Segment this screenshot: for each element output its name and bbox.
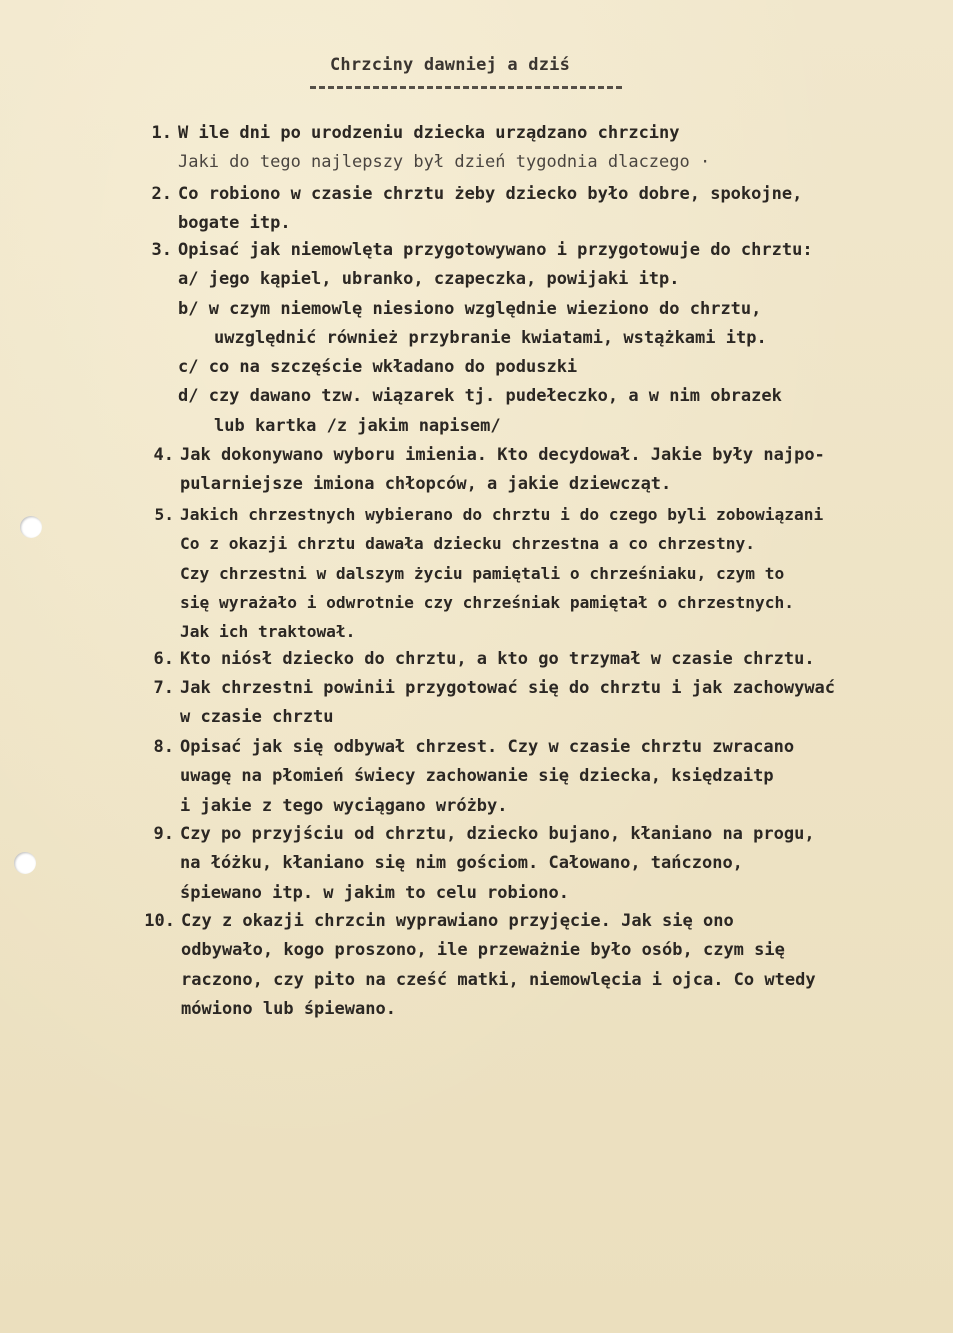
punch-hole bbox=[14, 852, 36, 874]
question-number: 7. bbox=[153, 678, 174, 698]
question-line: się wyrażało i odwrotnie czy chrześniak pamiętał o chrzestnych. bbox=[180, 592, 794, 612]
question-line: pularniejsze imiona chłopców, a jakie dziewcząt. bbox=[180, 474, 672, 495]
document-title: Chrzciny dawniej a dziś bbox=[330, 55, 571, 75]
question-1 bbox=[151, 119, 711, 178]
question-line: mówiono lub śpiewano. bbox=[181, 998, 396, 1019]
question-line: raczono, czy pito na cześć matki, niemowlęcia i ojca. Co wtedy bbox=[181, 969, 816, 990]
question-line: Kto niósł dziecko do chrztu, a kto go trzymał w czasie chrztu. bbox=[180, 649, 815, 669]
question-2 bbox=[151, 180, 803, 239]
question-line: i jakie z tego wyciągano wróżby. bbox=[180, 795, 508, 816]
question-4 bbox=[153, 441, 825, 500]
question-line: Co z okazji chrztu dawała dziecku chrzestna a co chrzestny. bbox=[180, 534, 755, 554]
question-line: bogate itp. bbox=[178, 213, 291, 234]
question-number: 5. bbox=[154, 505, 174, 524]
question-line: uwagę na płomień świecy zachowanie się dziecka, księdzaitp bbox=[180, 766, 774, 787]
question-number: 10. bbox=[144, 911, 175, 931]
question-9 bbox=[153, 820, 815, 908]
question-number: 6. bbox=[153, 649, 174, 669]
title-underline bbox=[310, 86, 622, 89]
question-8 bbox=[153, 733, 795, 821]
question-number: 4. bbox=[153, 445, 174, 465]
question-line: na łóżku, kłaniano się nim gościom. Całowano, tańczono, bbox=[180, 853, 743, 874]
question-line: uwzględnić również przybranie kwiatami, wstążkami itp. bbox=[214, 327, 767, 348]
question-3 bbox=[151, 236, 813, 441]
question-line: Jak chrzestni powinii przygotować się do chrztu i jak zachowywać bbox=[180, 678, 836, 698]
question-number: 8. bbox=[153, 737, 174, 757]
question-number: 1. bbox=[151, 123, 172, 143]
question-line: Opisać jak się odbywał chrzest. Czy w czasie chrztu zwracano bbox=[180, 737, 795, 757]
question-number: 9. bbox=[153, 824, 174, 844]
question-line: c/ co na szczęście wkładano do poduszki bbox=[178, 357, 578, 378]
question-10 bbox=[144, 907, 816, 1024]
question-line: odbywało, kogo proszono, ile przeważnie było osób, czym się bbox=[181, 940, 785, 961]
question-line: W ile dni po urodzeniu dziecka urządzano chrzciny bbox=[178, 123, 680, 143]
question-line: Jak dokonywano wyboru imienia. Kto decydował. Jakie były najpo- bbox=[180, 445, 825, 465]
question-7 bbox=[153, 674, 836, 733]
question-line: Czy po przyjściu od chrztu, dziecko bujano, kłaniano na progu, bbox=[180, 824, 815, 844]
question-number: 2. bbox=[151, 184, 172, 204]
question-line: Jaki do tego najlepszy był dzień tygodnia dlaczego · bbox=[178, 152, 711, 173]
question-line: Co robiono w czasie chrztu żeby dziecko było dobre, spokojne, bbox=[178, 184, 803, 204]
question-line: d/ czy dawano tzw. wiązarek tj. pudełeczko, a w nim obrazek bbox=[178, 386, 782, 407]
question-line: Czy z okazji chrzcin wyprawiano przyjęcie. Jak się ono bbox=[181, 911, 734, 931]
question-line: Opisać jak niemowlęta przygotowywano i przygotowuje do chrztu: bbox=[178, 240, 813, 260]
question-line: lub kartka /z jakim napisem/ bbox=[214, 415, 501, 436]
question-line: a/ jego kąpiel, ubranko, czapeczka, powijaki itp. bbox=[178, 269, 680, 290]
question-line: w czasie chrztu bbox=[180, 707, 334, 728]
question-line: Jak ich traktował. bbox=[180, 622, 356, 642]
question-number: 3. bbox=[151, 240, 172, 260]
question-line: śpiewano itp. w jakim to celu robiono. bbox=[180, 882, 569, 903]
punch-hole bbox=[20, 516, 42, 538]
question-5 bbox=[154, 500, 824, 646]
question-line: b/ w czym niemowlę niesiono względnie wieziono do chrztu, bbox=[178, 298, 762, 319]
question-line: Jakich chrzestnych wybierano do chrztu i do czego byli zobowiązani bbox=[180, 505, 824, 524]
question-6 bbox=[153, 645, 815, 674]
question-line: Czy chrzestni w dalszym życiu pamiętali o chrześniaku, czym to bbox=[180, 563, 785, 583]
